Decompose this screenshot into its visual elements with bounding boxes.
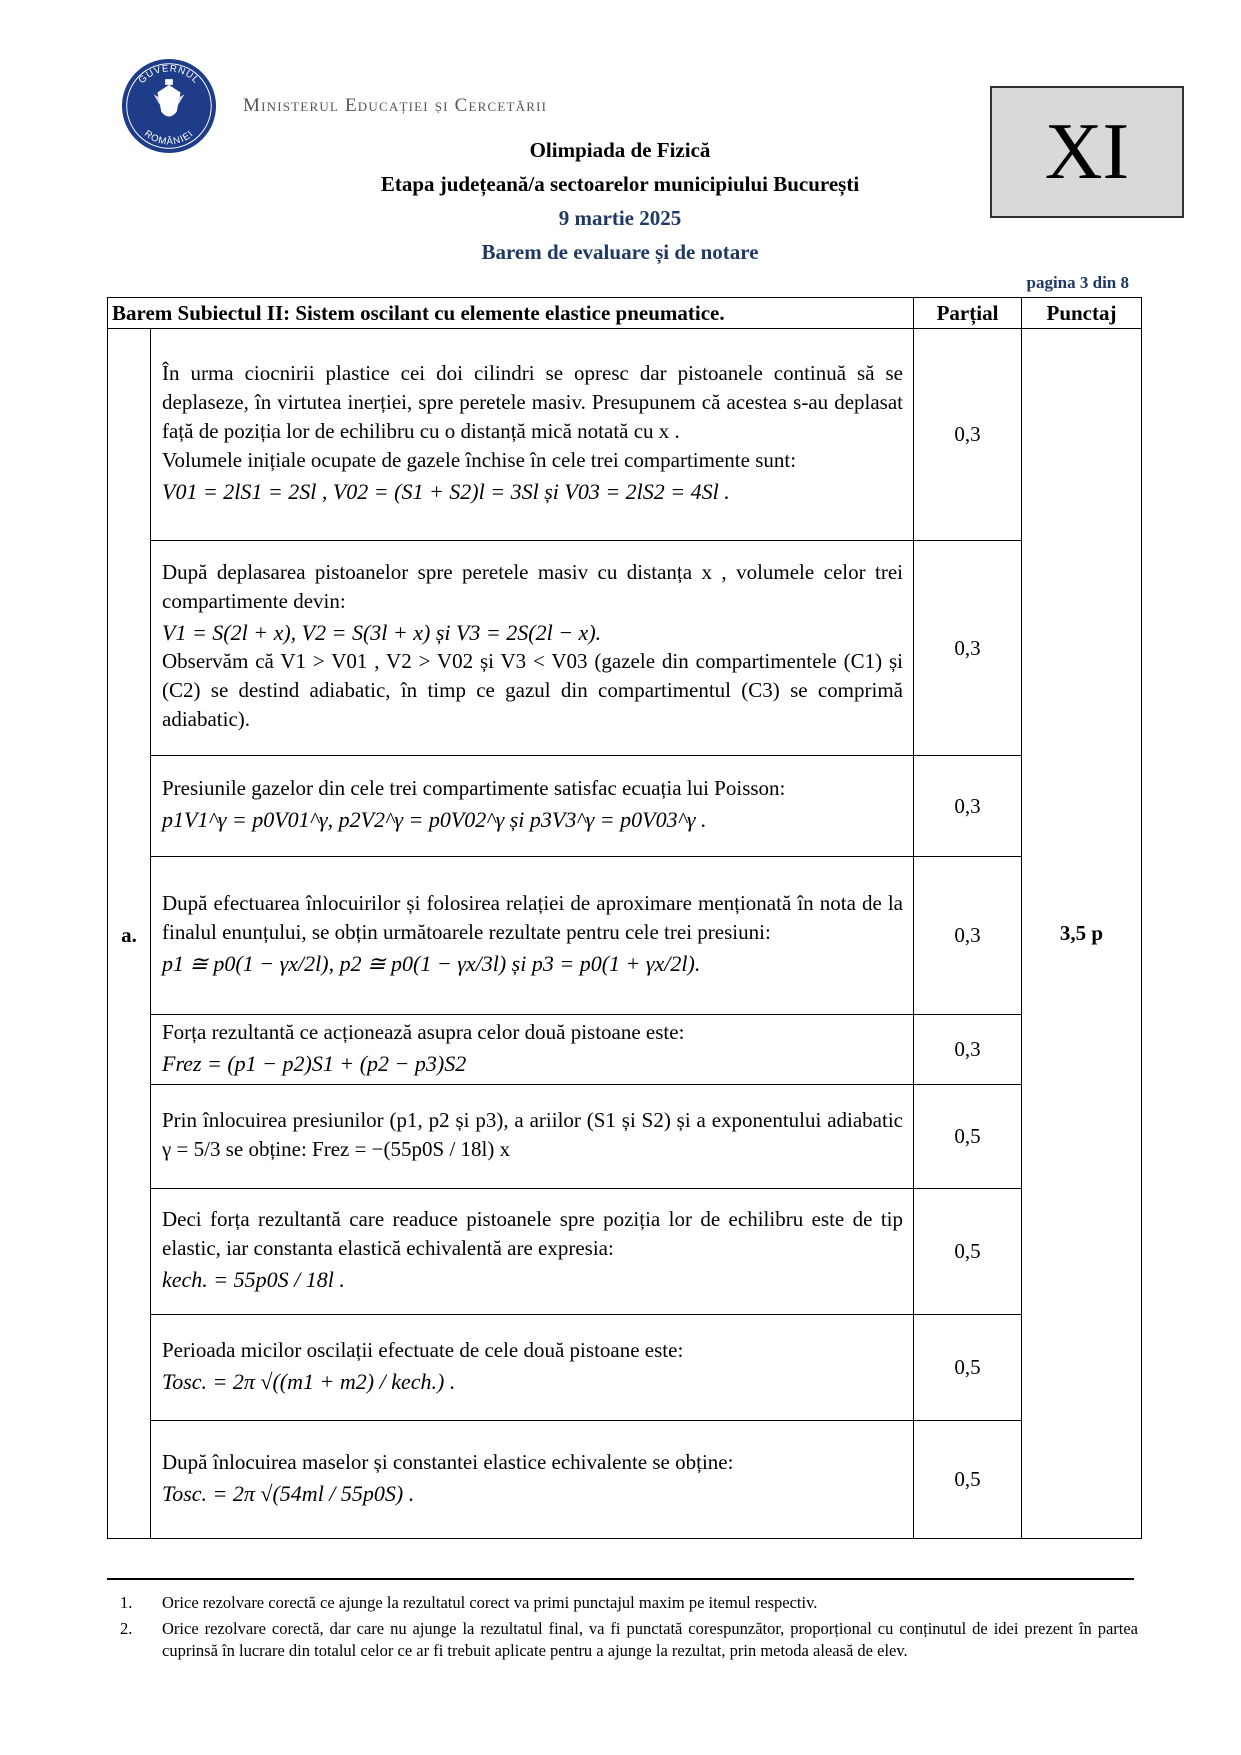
partial-score: 0,3 xyxy=(914,1015,1022,1085)
row-text xyxy=(151,756,914,857)
row-paragraph: După deplasarea pistoanelor spre peretele masiv cu distanța x , volumele celor trei compartimente devin: xyxy=(162,560,903,613)
row-text xyxy=(151,1421,914,1539)
row-equation: Tosc. = 2π √((m1 + m2) / kech.) . xyxy=(162,1368,456,1394)
row-equation: V1 = S(2l + x), V2 = S(3l + x) și V3 = 2S(2l − x). xyxy=(162,620,602,645)
row-text xyxy=(151,541,914,756)
ministry-name: Ministerul Educației și Cercetării xyxy=(243,95,548,116)
grade-box xyxy=(990,86,1184,218)
partial-score: 0,5 xyxy=(914,1189,1022,1315)
table-header-row xyxy=(108,298,1142,329)
table-row xyxy=(108,857,1142,1015)
item-label: a. xyxy=(108,329,151,1539)
note-text: Orice rezolvare corectă, dar care nu ajunge la rezultatul final, va fi punctată corespunzător, proporțional cu conținutul de idei prezent în partea cuprinsă în lucrare din totalul celor ce ar fi trebuit aplicate pentru a ajunge la rezultat, prin metoda aleasă de elev. xyxy=(162,1619,1138,1660)
partial-score: 0,5 xyxy=(914,1085,1022,1189)
row-paragraph: În urma ciocnirii plastice cei doi cilindri se opresc dar pistoanele continuă să se deplaseze, în virtutea inerției, spre peretele masiv. Presupunem că acestea s-au deplasat față de poziția lor de echilibru cu o distanță mică notată cu x . xyxy=(162,361,903,443)
row-equation: Tosc. = 2π √(54ml / 55p0S) . xyxy=(162,1480,415,1506)
partial-score: 0,3 xyxy=(914,857,1022,1015)
row-equation: kech. = 55p0S / 18l . xyxy=(162,1267,345,1292)
row-equation: p1V1^γ = p0V01^γ, p2V2^γ = p0V02^γ și p3V3^γ = p0V03^γ . xyxy=(162,807,707,832)
row-text xyxy=(151,857,914,1015)
logo-text-bottom: ROMÂNIEI xyxy=(142,128,197,148)
partial-score: 0,5 xyxy=(914,1315,1022,1421)
stage-title: Etapa județeană/a sectoarelor municipiului București xyxy=(380,172,860,196)
row-equation: p1 ≅ p0(1 − γx/2l), p2 ≅ p0(1 − γx/3l) și p3 = p0(1 + γx/2l). xyxy=(162,951,701,976)
table-row xyxy=(108,1421,1142,1539)
row-paragraph: Forța rezultantă ce acționează asupra celor două pistoane este: xyxy=(162,1019,685,1044)
exam-date: 9 martie 2025 xyxy=(558,206,682,230)
row-paragraph: Volumele inițiale ocupate de gazele închise în cele trei compartimente sunt: xyxy=(162,448,797,472)
row-text xyxy=(151,329,914,541)
table-row xyxy=(108,329,1142,541)
table-row xyxy=(108,1015,1142,1085)
column-total: Punctaj xyxy=(1022,298,1142,329)
note-item xyxy=(120,1592,1138,1614)
page-number: pagina 3 din 8 xyxy=(1026,273,1129,292)
footer-notes xyxy=(120,1592,1138,1666)
table-row xyxy=(108,1315,1142,1421)
row-text xyxy=(151,1315,914,1421)
note-number: 1. xyxy=(120,1593,133,1612)
row-equation: Frez = (p1 − p2)S1 + (p2 − p3)S2 xyxy=(162,1050,467,1076)
table-row xyxy=(108,1189,1142,1315)
footer-divider xyxy=(107,1578,1134,1580)
partial-score: 0,3 xyxy=(914,756,1022,857)
note-text: Orice rezolvare corectă ce ajunge la rezultatul corect va primi punctajul maxim pe itemul respectiv. xyxy=(162,1593,818,1612)
row-paragraph: Presiunile gazelor din cele trei compartimente satisfac ecuația lui Poisson: xyxy=(162,776,786,800)
note-item xyxy=(120,1618,1138,1662)
total-score: 3,5 p xyxy=(1022,329,1142,1539)
row-text xyxy=(151,1015,914,1085)
row-paragraph: Observăm că V1 > V01 , V2 > V02 și V3 < V03 (gazele din compartimentele (C1) și (C2) se destind adiabatic, în timp ce gazul din compartimentul (C3) se comprimă adiabatic). xyxy=(162,649,903,731)
row-paragraph: După efectuarea înlocuirilor și folosirea relației de aproximare menționată în nota de la finalul enunțului, se obțin următoarele rezultate pentru cele trei presiuni: xyxy=(162,891,903,944)
document-subtitle: Barem de evaluare și de notare xyxy=(481,240,759,264)
row-text xyxy=(151,1189,914,1315)
partial-score: 0,3 xyxy=(914,541,1022,756)
table-row xyxy=(108,541,1142,756)
row-equation: V01 = 2lS1 = 2Sl , V02 = (S1 + S2)l = 3Sl și V03 = 2lS2 = 4Sl . xyxy=(162,479,730,504)
note-number: 2. xyxy=(120,1619,133,1638)
row-text xyxy=(151,1085,914,1189)
row-paragraph: Deci forța rezultantă care readuce pistoanele spre poziția lor de echilibru este de tip elastic, iar constanta elastică echivalentă are expresia: xyxy=(162,1207,903,1260)
government-logo xyxy=(121,58,217,154)
column-partial: Parțial xyxy=(914,298,1022,329)
row-paragraph: Perioada micilor oscilații efectuate de cele două pistoane este: xyxy=(162,1337,684,1362)
olympiad-title: Olimpiada de Fizică xyxy=(529,138,711,162)
logo-text-top: GUVERNUL xyxy=(136,63,202,87)
scoring-table xyxy=(107,297,1142,1539)
partial-score: 0,5 xyxy=(914,1421,1022,1539)
partial-score: 0,3 xyxy=(914,329,1022,541)
grade-label: XI xyxy=(1044,107,1130,196)
row-paragraph: După înlocuirea maselor și constantei elastice echivalente se obține: xyxy=(162,1449,734,1474)
row-paragraph: Prin înlocuirea presiunilor (p1, p2 și p3), a ariilor (S1 și S2) și a exponentului adiabatic γ = 5/3 se obține: Frez = −(55p0S / 18l) x xyxy=(162,1107,903,1161)
table-row xyxy=(108,1085,1142,1189)
table-title: Barem Subiectul II: Sistem oscilant cu elemente elastice pneumatice. xyxy=(108,298,914,329)
table-row xyxy=(108,756,1142,857)
